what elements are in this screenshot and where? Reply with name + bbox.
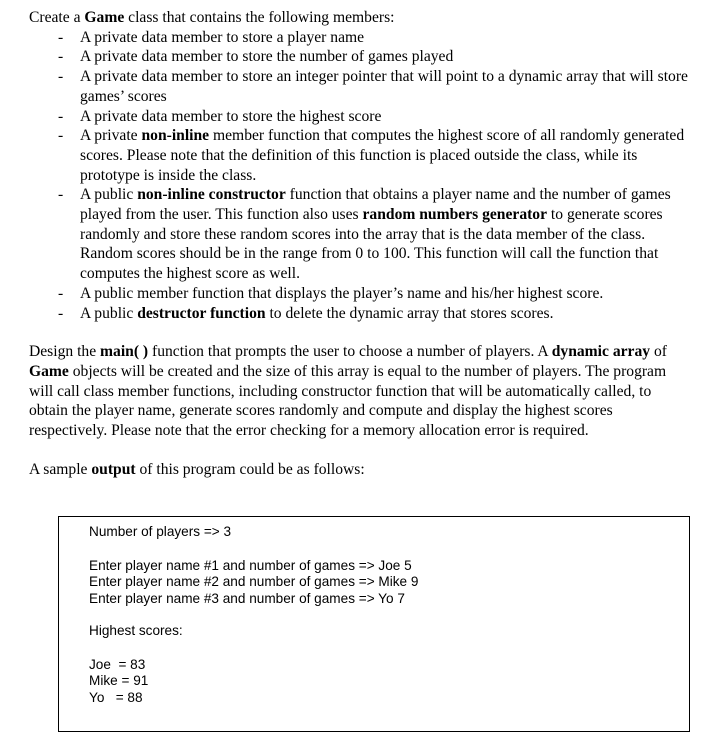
design-emphasis: main( ) xyxy=(100,343,149,361)
list-dash: - xyxy=(58,28,64,46)
list-item-emphasis: non-inline xyxy=(141,127,210,145)
sample-text-end: of this program could be as follows: xyxy=(135,460,365,478)
list-item-text: function that obtains a player name and the number of games played from the user. This function also uses xyxy=(80,186,671,224)
design-emphasis: Game xyxy=(29,362,69,380)
list-dash: - xyxy=(58,48,64,66)
list-item xyxy=(29,28,691,48)
list-item-text: A private xyxy=(80,127,142,145)
list-item-text: to delete the dynamic array that stores scores. xyxy=(265,304,554,322)
list-item-emphasis: non-inline constructor xyxy=(137,186,286,204)
intro-text: Create a xyxy=(29,9,85,26)
intro-paragraph xyxy=(29,8,691,28)
player-entry-line: Enter player name #1 and number of games => Joe 5 xyxy=(89,558,412,573)
assignment-document xyxy=(29,8,691,479)
intro-text-end: class that contains the following members: xyxy=(124,9,395,26)
list-item-text: A private data member to store the highest score xyxy=(80,107,382,125)
list-dash: - xyxy=(58,68,64,86)
list-item xyxy=(29,107,691,127)
list-item-text: A public member function that displays the player’s name and his/her highest score. xyxy=(80,284,604,302)
design-text: Design the xyxy=(29,343,101,361)
players-prompt-line: Number of players => 3 xyxy=(89,524,232,539)
list-item xyxy=(29,304,691,324)
list-item-text: A private data member to store the number of games played xyxy=(80,48,454,66)
list-item-text: member function that computes the highest score of all randomly generated scores. Please note that the definition of this function is placed outside the class, while its prototype is inside the class. xyxy=(80,127,685,184)
highest-scores-heading: Highest scores: xyxy=(89,623,183,638)
sample-emphasis: output xyxy=(91,460,136,478)
design-emphasis: dynamic array xyxy=(551,343,651,361)
player-entry-line: Enter player name #2 and number of games => Mike 9 xyxy=(89,574,419,589)
score-line: Yo = 88 xyxy=(89,690,143,705)
list-dash: - xyxy=(58,127,64,145)
member-list xyxy=(29,28,691,324)
list-item-text: A public xyxy=(80,186,138,204)
intro-class-name: Game xyxy=(84,9,125,26)
list-dash: - xyxy=(58,186,64,204)
design-paragraph xyxy=(29,342,691,441)
list-item-emphasis: random numbers generator xyxy=(362,206,548,224)
list-item-text: to generate scores randomly and store these random scores into the array that is the data member of the class. Random scores should be in the range from 0 to 100. This function will call the function that computes the highest score as well. xyxy=(80,206,663,283)
player-entry-line: Enter player name #3 and number of games => Yo 7 xyxy=(89,591,405,606)
sample-output-intro xyxy=(29,460,691,480)
list-dash: - xyxy=(58,304,64,322)
list-item-emphasis: destructor function xyxy=(137,304,266,322)
list-dash: - xyxy=(58,107,64,125)
design-text: objects will be created and the size of this array is equal to the number of players. The program will call class member functions, including constructor function that will be automatically called, to obtain the player name, generate scores randomly and compute and display the highest scores respectively. Please note that the error checking for a memory allocation error is required. xyxy=(29,362,667,440)
list-item-text: A private data member to store an integer pointer that will point to a dynamic array that will store games’ scores xyxy=(80,68,688,105)
list-item-text: A public xyxy=(80,304,138,322)
list-item xyxy=(29,47,691,67)
list-item xyxy=(29,185,691,284)
list-item-text: A private data member to store a player name xyxy=(80,28,365,46)
sample-output-box xyxy=(58,516,690,732)
list-item xyxy=(29,284,691,304)
design-text: function that prompts the user to choose a number of players. A xyxy=(148,343,552,361)
score-line: Mike = 91 xyxy=(89,673,149,688)
sample-text: A sample xyxy=(29,460,92,478)
list-item xyxy=(29,126,691,185)
list-dash: - xyxy=(58,284,64,302)
score-line: Joe = 83 xyxy=(89,657,146,672)
list-item xyxy=(29,67,691,106)
design-text: of xyxy=(650,343,667,361)
